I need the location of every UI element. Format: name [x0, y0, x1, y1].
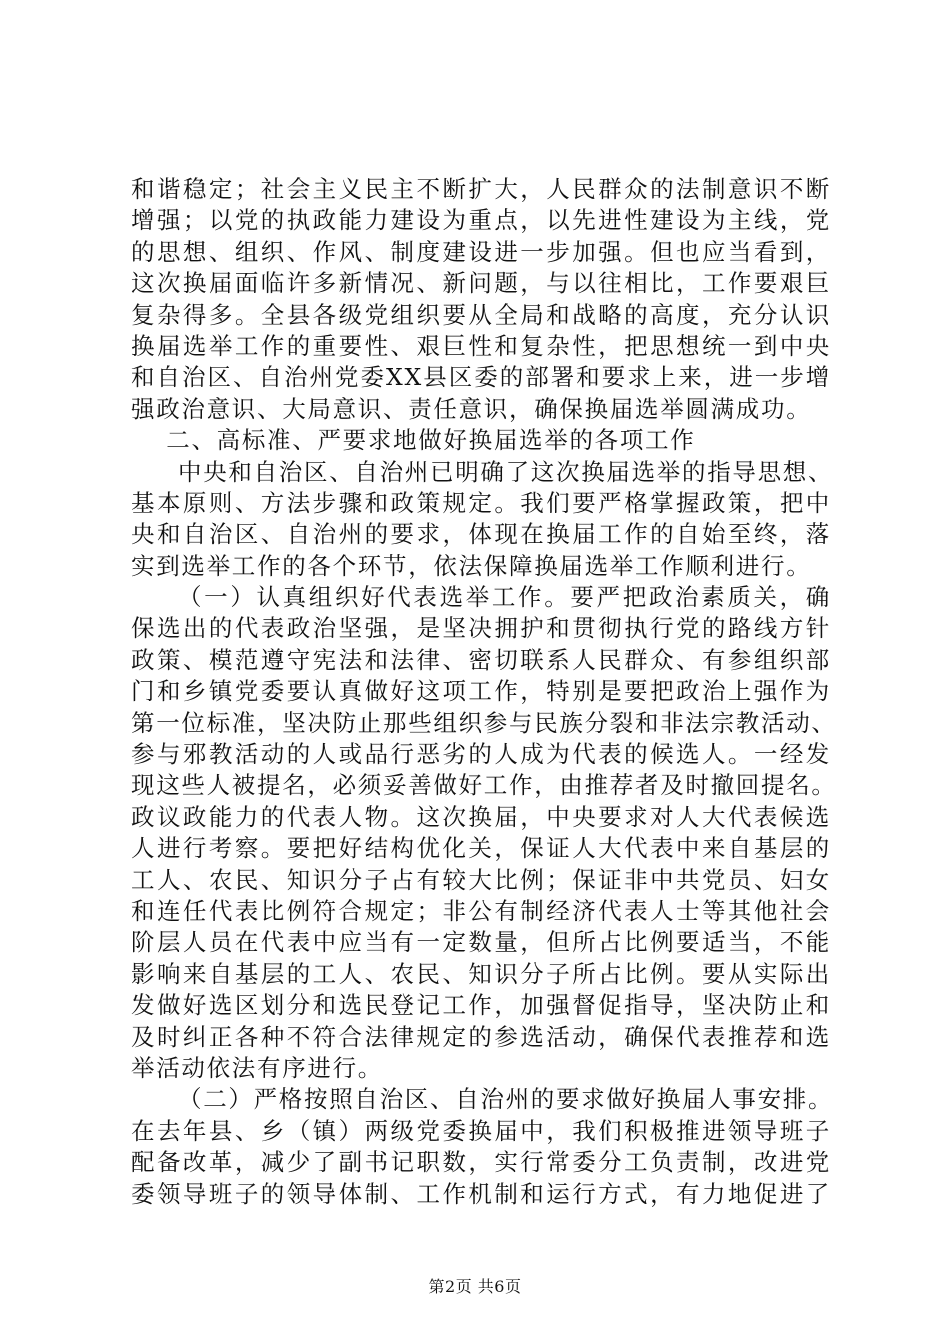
paragraph [131, 174, 831, 425]
text-line: 的思想、组织、作风、制度建设进一步加强。但也应当看到， [131, 237, 831, 266]
text-line: 保选出的代表政治坚强，是坚决拥护和贯彻执行党的路线方针 [131, 614, 831, 643]
paragraph [131, 425, 831, 456]
page-footer [0, 1274, 950, 1297]
text-line: 举活动依法有序进行。 [131, 1053, 383, 1082]
document-body [131, 174, 837, 1210]
text-line: 二、高标准、严要求地做好换届选举的各项工作 [166, 426, 696, 455]
text-line: 在去年县、乡（镇）两级党委换届中，我们积极推进领导班子 [131, 1116, 831, 1145]
text-line: 政策、模范遵守宪法和法律、密切联系人民群众、有参组织部 [131, 645, 831, 674]
text-line: 工人、农民、知识分子占有较大比例；保证非中共党员、妇女 [131, 865, 831, 894]
text-line: 央和自治区、自治州的要求，体现在换届工作的自始至终，落 [131, 520, 831, 549]
text-line: 现这些人被提名，必须妥善做好工作，由推荐者及时撤回提名。 [131, 771, 837, 800]
text-line: 政议政能力的代表人物。这次换届，中央要求对人大代表候选 [131, 802, 831, 831]
text-line: 人进行考察。要把好结构优化关，保证人大代表中来自基层的 [131, 834, 831, 863]
text-line: 及时纠正各种不符合法律规定的参选活动，确保代表推荐和选 [131, 1022, 831, 1051]
text-line: 配备改革，减少了副书记职数，实行常委分工负责制，改进党 [131, 1148, 831, 1177]
text-line: 换届选举工作的重要性、艰巨性和复杂性，把思想统一到中央 [131, 331, 831, 360]
text-line: 参与邪教活动的人或品行恶劣的人成为代表的候选人。一经发 [131, 740, 831, 769]
text-line: 发做好选区划分和选民登记工作，加强督促指导，坚决防止和 [131, 991, 831, 1020]
text-line: 复杂得多。全县各级党组织要从全局和战略的高度，充分认识 [131, 300, 831, 329]
text-line: 和谐稳定；社会主义民主不断扩大，人民群众的法制意识不断 [131, 175, 831, 203]
text-line: 和自治区、自治州党委XX县区委的部署和要求上来，进一步增 [131, 363, 831, 392]
text-line: 阶层人员在代表中应当有一定数量，但所占比例要适当，不能 [131, 928, 831, 957]
text-line: 和连任代表比例符合规定；非公有制经济代表人士等其他社会 [131, 896, 831, 925]
text-line: 这次换届面临许多新情况、新问题，与以往相比，工作要艰巨 [131, 269, 831, 298]
text-line: 门和乡镇党委要认真做好这项工作，特别是要把政治上强作为 [131, 677, 831, 706]
text-line: 强政治意识、大局意识、责任意识，确保换届选举圆满成功。 [131, 394, 812, 423]
text-line: 实到选举工作的各个环节，依法保障换届选举工作顺利进行。 [131, 551, 812, 580]
text-line: （一）认真组织好代表选举工作。要严把政治素质关，确 [178, 583, 831, 612]
text-line: 第一位标准，坚决防止那些组织参与民族分裂和非法宗教活动、 [131, 708, 837, 737]
page-number: 第2页 共6页 [428, 1277, 522, 1296]
text-line: 基本原则、方法步骤和政策规定。我们要严格掌握政策，把中 [131, 488, 831, 517]
text-line: 中央和自治区、自治州已明确了这次换届选举的指导思想、 [178, 457, 834, 486]
text-line: 影响来自基层的工人、农民、知识分子所占比例。要从实际出 [131, 959, 831, 988]
text-line: （二）严格按照自治区、自治州的要求做好换届人事安排。 [178, 1085, 834, 1114]
paragraph [131, 1084, 834, 1210]
paragraph [131, 457, 834, 583]
text-line: 增强；以党的执政能力建设为重点，以先进性建设为主线，党 [131, 206, 831, 235]
paragraph [131, 582, 837, 1084]
text-line: 委领导班子的领导体制、工作机制和运行方式，有力地促进了 [131, 1179, 831, 1208]
